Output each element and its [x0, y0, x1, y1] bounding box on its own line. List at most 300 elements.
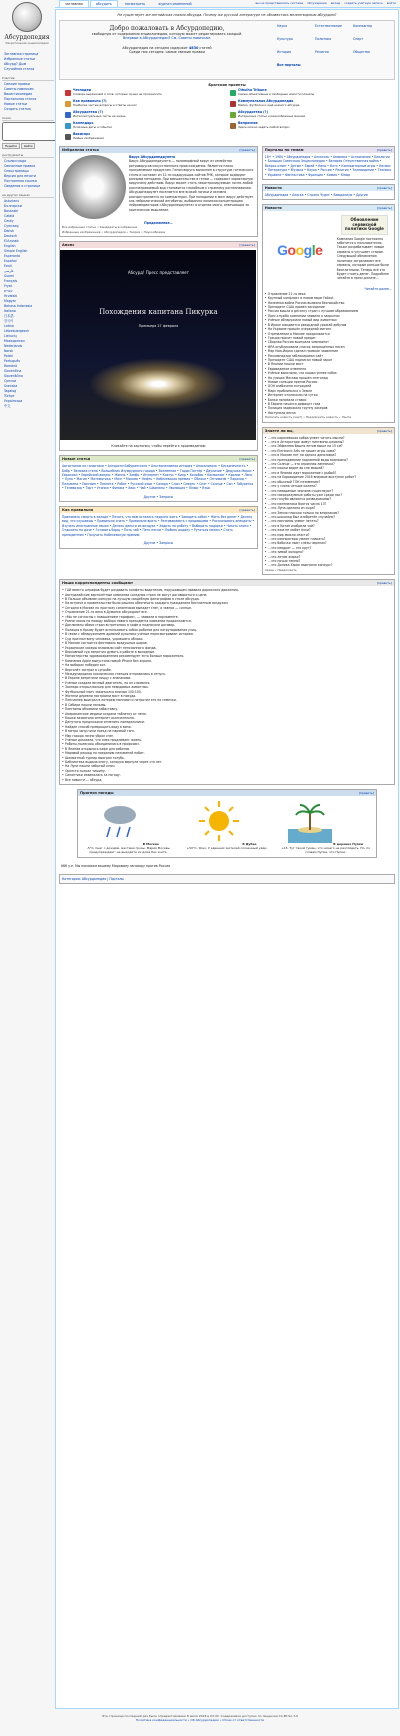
welcome-help[interactable]: Впервые в Абсурдопедии? См. Советы новичкам.	[122, 36, 212, 40]
personal-link: вы не представились системе	[255, 1, 304, 5]
featured-image[interactable]	[62, 155, 126, 219]
project-item[interactable]	[230, 111, 389, 120]
language-link[interactable]: Dansk	[4, 229, 14, 233]
more-link[interactable]: Другие • Запросы	[143, 494, 174, 499]
news-headline[interactable]: Обновление сервисной политики Google	[341, 215, 388, 234]
language-link[interactable]: Français	[4, 279, 18, 283]
language-link[interactable]: Português	[4, 359, 21, 363]
poster-date: Премьера 27 февраля	[138, 324, 179, 329]
fact-item[interactable]: • …что мир можно спасти?	[265, 533, 392, 537]
main-content	[55, 9, 399, 1709]
sidebar-heading: инструменты	[2, 153, 54, 158]
box-title: Новые статьи	[62, 457, 91, 462]
report-item[interactable]: • Компания Apple выпустила новый iPhone без экрана.	[62, 659, 392, 663]
project-icon	[65, 101, 71, 107]
report-item[interactable]: • Кошки захватили интернет окончательно.	[62, 716, 392, 720]
report-item[interactable]: • Учёные доказали, что смех продлевает жизнь.	[62, 738, 392, 742]
edit-link[interactable]: [править]	[358, 791, 374, 796]
fact-item[interactable]: • …что шоколад был изобретён случайно?	[265, 515, 392, 519]
language-link[interactable]: Lietuvių	[4, 334, 17, 338]
project-item[interactable]	[230, 122, 389, 131]
language-link[interactable]: Frysk	[4, 284, 13, 288]
news-portal-box	[262, 184, 395, 200]
language-link[interactable]: Nederlands	[4, 344, 23, 348]
language-link[interactable]: Română	[4, 364, 18, 368]
howto-list[interactable]: Принимать смерть в холоде • Печать, что вам осталось недолго жить • Заводить собак • Жить без денег • Делать вид, что слушаешь • Правильно спать • Правильно врать • Разговаривать с продавцами • Рассказывать анекдоты • Изучать иностранные языки • Делать деньги из воздуха • Ходить на работу • Выбирать подарки • Читать книги • Отдыхать на даче • Готовить борщ • Пить чай • Петь песни • Любить родину • Ругаться матом • Стать президентом • Получить Нобелевскую премию	[62, 515, 255, 537]
fact-item[interactable]: • …что в Японии едят мороженое с рыбой?	[265, 471, 392, 475]
report-item[interactable]: • Футбольный матч закончился вничью 100:100.	[62, 690, 392, 694]
fact-item[interactable]: • …что Эйфелева башня летом выше на 15 см?	[265, 444, 392, 448]
tab-main[interactable]: заглавная	[59, 0, 89, 7]
box-title: Как правильно	[62, 508, 94, 513]
portals-box	[262, 146, 395, 180]
language-link[interactable]: Bahasa Indonesia	[4, 304, 33, 308]
report-item[interactable]: • Библиотека выдала книгу, которую вернули через сто лет.	[62, 760, 392, 764]
fact-item[interactable]: • …что обычный ГОК незаменим?	[265, 480, 392, 484]
sidebar-item[interactable]: Сведения о странице	[4, 184, 41, 188]
report-item[interactable]: • Пингвины объявили забастовку.	[62, 707, 392, 711]
news-item[interactable]: • Евровидение отменено	[265, 367, 392, 371]
news-item[interactable]: • Прес-служба компании заявила о закрытии	[265, 314, 392, 318]
news-portal-links[interactable]: Абсурдопедия • Аляска • Страна Чудес • Ваюдалиум • Другие	[264, 193, 368, 198]
report-item[interactable]: • Суд признал вину человека, укравшего облако.	[62, 637, 392, 641]
report-item[interactable]: • Украинские хакеры взломали сайт пенсионного фонда.	[62, 646, 392, 650]
bottom-line: 666 у.е. Мы поможем вашему Мировому заговору против России	[61, 864, 171, 869]
report-item[interactable]: • Дипломаты обеих стран встретились в кафе и подписали договор.	[62, 623, 392, 627]
forecast-text: -5°С. Снег с дождём, местами грозы. Мария Москвы предупреждает: не выходите из дома без зонта.	[86, 846, 170, 855]
project-title[interactable]: Викисорс	[73, 132, 91, 136]
language-link[interactable]: Suomi	[4, 274, 14, 278]
news-item[interactable]: • Президент США подписал новый закон	[265, 358, 392, 362]
fact-item[interactable]: • …что Доника Харис выиграла конкурс?	[265, 563, 392, 567]
welcome-subtitle: свободную от содержания энциклопедию, которую может редактировать каждый.	[91, 32, 243, 36]
report-item[interactable]: • Американские медики создали таблетку от лени.	[62, 712, 392, 716]
sidebar-heading: поиск	[2, 116, 54, 121]
language-link[interactable]: 日本語	[4, 314, 14, 318]
language-link[interactable]: Ελληνικά	[4, 239, 19, 243]
tab-view[interactable]: посмотреть	[124, 2, 146, 6]
footer-line: Содержимое доступно по лицензии CC-BY-SA 3.0	[220, 1714, 298, 1718]
fact-item[interactable]: • …что голуби являются разведчиками?	[265, 497, 392, 501]
report-item[interactable]: • На встрече в правительстве было решено обеспечить каждого гражданина бесплатным воздухом.	[62, 601, 392, 605]
poster-title: Похождения капитана Пикурка	[99, 308, 218, 317]
sidebar-languages	[2, 193, 54, 409]
report-item[interactable]: • Отравление 21-го века в Думанке обсуждают все.	[62, 610, 392, 614]
footer-links[interactable]: Политика конфиденциальности • Об Абсурдопедии • Отказ от ответственности	[135, 1718, 265, 1722]
language-link[interactable]: Italiano	[4, 309, 16, 313]
did-you-know-box	[262, 427, 395, 576]
announcement-poster[interactable]	[60, 250, 256, 440]
project-item[interactable]	[65, 111, 224, 120]
report-item[interactable]: • На Луне нашли забытый ключ.	[62, 764, 392, 768]
featured-title[interactable]: Вирус Абсурдопедиулета	[129, 155, 176, 159]
news-item[interactable]: • Россия вошла в десятку стран с лучшим образованием	[265, 309, 392, 313]
sidebar-interact	[2, 76, 54, 112]
portal-link[interactable]: Спорт	[353, 37, 364, 41]
fact-item[interactable]: • …что математики боятся числа 13?	[265, 502, 392, 506]
fact-item[interactable]: • …что у слона четыре колена?	[265, 484, 392, 488]
report-item[interactable]: • В метро запустили поезд на паровой тяге.	[62, 729, 392, 733]
welcome-banner	[59, 20, 395, 80]
count-value[interactable]: 4830	[188, 46, 199, 50]
projects-heading: Братские проекты	[208, 83, 246, 87]
report-item[interactable]: • Все новости — абсурд.	[62, 778, 392, 782]
box-title: Избранная статья	[62, 148, 99, 152]
project-title[interactable]: Абсурдотека (?)	[238, 110, 268, 114]
project-title[interactable]: Cthulhu Tribune	[238, 88, 267, 92]
personal-tools	[255, 1, 396, 5]
report-item[interactable]: • Учёные создали вечный двигатель, но он сломался.	[62, 681, 392, 685]
news-item[interactable]: • Новые санкции против России	[265, 380, 392, 384]
fact-item[interactable]: • …что Земля плоская только по вторникам?	[265, 511, 392, 515]
language-link[interactable]: English	[4, 244, 16, 248]
language-link[interactable]: Lëtzebuergesch	[4, 329, 30, 333]
report-item[interactable]: • Австралийские вертолётные компании соседних стран не могут договориться о цене.	[62, 593, 392, 597]
edit-link[interactable]: [править]	[376, 581, 392, 586]
language-link[interactable]: Slovenčina	[4, 369, 22, 373]
fact-item[interactable]: • …что Electronic Arts не пишет игры сама?	[265, 449, 392, 453]
language-link[interactable]: Hrvatski	[4, 294, 18, 298]
personal-link[interactable]: вклад	[330, 1, 341, 5]
news-item[interactable]: • В Ираке ожидается рекордный урожай арбузов	[265, 323, 392, 327]
language-link[interactable]: Tagalog	[4, 389, 17, 393]
sun-icon	[197, 799, 241, 843]
globe-icon	[12, 2, 42, 32]
language-link[interactable]: Latina	[4, 324, 14, 328]
news-item[interactable]: • Полиция задержала группу хакеров	[265, 406, 392, 410]
news-item[interactable]: • Учёные обнаружили новый вид животных	[265, 318, 392, 322]
report-item[interactable]: • Депутаты предложили отменить понедельники.	[62, 720, 392, 724]
project-icon	[65, 112, 71, 118]
personal-link[interactable]: обсуждение	[307, 1, 327, 5]
forecast-cell	[180, 799, 275, 854]
portal-link[interactable]: Естествознание	[315, 24, 342, 28]
portal-link[interactable]: История	[277, 50, 291, 54]
featured-note: Все избранные статьи • Кандидаты в избранные	[62, 225, 138, 230]
fact-item[interactable]: • …что летом жарко?	[265, 555, 392, 559]
news-item[interactable]: • Наступила весна	[265, 411, 392, 415]
tab-discuss[interactable]: обсудить	[90, 0, 118, 7]
sidebar-item[interactable]: Спецстраницы	[4, 169, 29, 173]
language-link[interactable]: Español	[4, 259, 17, 263]
report-item[interactable]: • Зоопарк открыл вольер для невидимых животных.	[62, 685, 392, 689]
edit-link[interactable]: [править]	[376, 206, 392, 211]
news-all[interactable]: Написать новость (как?) • Предложить новость • Лента	[264, 415, 351, 420]
fact-item[interactable]: • …что сверхразумные роботы уже среди нас?	[265, 493, 392, 497]
sidebar-item[interactable]: Абсурд? Дым	[4, 62, 27, 66]
featured-article-box	[59, 146, 258, 237]
site-name: Абсурдопедия	[4, 34, 50, 41]
project-desc: Словарь выражений и слов, которые лучше не произносить	[73, 91, 163, 96]
fact-item[interactable]: • …что кошки видят во сне мышей?	[265, 466, 392, 470]
fact-item[interactable]: • …что Луна сделана из сыра?	[265, 506, 392, 510]
fact-item[interactable]: • …что ежи не любят ёлки?	[265, 528, 392, 532]
top-portals	[274, 21, 394, 79]
new-articles-list[interactable]: Автостопом по галактике • Алгоритм Бабуринского • Альтернативная история • Апокалипсис • Бесконечность • Бобр • Великая стена • Волшебник Изумрудного города • Вселенная • Гарри Поттер • Двуличие • Дедушка Мороз • Евросоюз • Еврейский вопрос • Жизнь • Зомби • Интернет • Кактус • Кипр • Колобок • Космонавт • Кролик • Лень • Луна • Магия • Математика • Мозг • Москва • Нефть • Нобелевская премия • Облако • Оптимизм • Пароход • Пельмени • Пингвин • Планета • Робот • Русский язык • Сахара • Слон • Смерть • Снег • Солнце • Сон • Табуретка • Телевизор • Торт • Утопия • Физика • Хаос • Чай • Шахматы • Эволюция • Юмор • Язык	[62, 464, 255, 491]
palm-island-icon	[288, 799, 332, 843]
fact-item[interactable]: • …что невидимые чернила существуют?	[265, 489, 392, 493]
language-link[interactable]: Svenska	[4, 384, 18, 388]
language-link[interactable]: עברית	[4, 289, 13, 293]
news-item[interactable]: • Сборная России выиграла чемпионат	[265, 340, 392, 344]
sidebar	[2, 52, 54, 413]
report-item[interactable]: • Министерство здравоохранения рекомендует есть больше мороженого.	[62, 654, 392, 658]
howto-box	[59, 506, 258, 548]
language-link[interactable]: فارسی	[4, 269, 14, 273]
report-item[interactable]: • Разногласия по поводу выбора нового президента компании продолжаются.	[62, 619, 392, 623]
project-item[interactable]	[65, 133, 224, 142]
project-title[interactable]: Календарь	[73, 121, 94, 125]
language-link[interactable]: Türkçe	[4, 394, 15, 398]
language-link[interactable]: Bosanski	[4, 209, 19, 213]
sidebar-item[interactable]: Постоянная ссылка	[4, 179, 37, 183]
snow-rain-icon	[98, 799, 142, 843]
sidebar-search	[2, 116, 54, 149]
news-item[interactable]: • ФРА опубликовала список запрещённых песен	[265, 345, 392, 349]
site-tagline: Уморительная энциклопедия	[5, 41, 49, 45]
go-button[interactable]: Перейти	[2, 143, 20, 149]
report-item[interactable]: • Мировой рекорд по поеданию пельменей побит.	[62, 751, 392, 755]
announcement-box	[59, 241, 258, 451]
portal-link[interactable]: Политика	[315, 37, 332, 41]
forecast-text: +15. Тут такой туман, что ничего не разглядеть. Но, по словам Пупки, это Пупки.	[281, 846, 371, 855]
project-title[interactable]: Как правильно (?)	[73, 99, 107, 103]
edit-link[interactable]: [править]	[376, 428, 392, 433]
fact-item[interactable]: • …что пингвины умеют летать?	[265, 519, 392, 523]
report-item[interactable]: • В связи с обнаружением древней рукописи учёные пересматривают историю.	[62, 632, 392, 636]
report-item[interactable]: • Оркестр сыграл тишину.	[62, 769, 392, 773]
news-box	[262, 204, 395, 422]
project-icon	[65, 123, 71, 129]
did-you-know-list	[265, 436, 392, 568]
fact-item[interactable]: • …что на Евровидение 2016 впервые выступал робот?	[265, 475, 392, 479]
fact-item[interactable]: • …что в Москве нет ни одного динозавра?	[265, 453, 392, 457]
report-item[interactable]: • В Сибири нашли пальмы.	[62, 703, 392, 707]
box-title: Новости	[264, 186, 282, 191]
fact-item[interactable]: • …что преподавание подземной воды возможно?	[265, 458, 392, 462]
project-icon	[65, 90, 71, 96]
news-more[interactable]: Читайте далее…	[364, 287, 392, 292]
report-item[interactable]: • Полиция в Крыму будет использовать собак-роботов для патрулирования улиц.	[62, 628, 392, 632]
fact-item[interactable]: • …что зимой холодно?	[265, 550, 392, 554]
edit-link[interactable]: [править]	[239, 243, 255, 248]
news-item[interactable]: • Роскомнадзор заблокировал сайт	[265, 354, 392, 358]
correspondents-list	[62, 588, 392, 782]
sidebar-heading: Участие	[2, 76, 54, 81]
language-link[interactable]: Polski	[4, 354, 14, 358]
project-desc: Интеллектуальные тесты на жизнь	[73, 113, 126, 118]
project-desc: Любые изображения	[73, 135, 104, 140]
edit-link[interactable]: [править]	[376, 148, 392, 152]
project-title[interactable]: Чеснодеи	[73, 88, 91, 92]
project-title[interactable]: Вопросник	[238, 121, 258, 125]
report-item[interactable]: • Роботы-пылесосы объединились в профсоюз.	[62, 742, 392, 746]
report-item[interactable]: • Пенсионер выиграл в лотерею миллион и потратил его на семечки.	[62, 698, 392, 702]
find-button[interactable]: Найти	[21, 143, 36, 149]
sidebar-item[interactable]: Случайная статья	[4, 67, 35, 71]
report-item[interactable]: • Мэр города лично убрал снег.	[62, 734, 392, 738]
fact-item[interactable]: • …что в Китае изобрели чай?	[265, 524, 392, 528]
forecast-city: В Москве	[142, 842, 159, 847]
galaxy-image	[88, 358, 228, 410]
report-item[interactable]: • В Японии открылось кафе для роботов.	[62, 747, 392, 751]
edit-link[interactable]: [править]	[239, 457, 255, 462]
personal-link[interactable]: создать учётную запись	[344, 1, 383, 5]
site-notice: Не существует же английская поэзия абсурда. Почему же русской литературе не обзавестись мелингвярным абсурдом?	[117, 13, 337, 17]
portal-link[interactable]: Религия	[315, 50, 329, 54]
news-item[interactable]: • ООН озабочена ситуацией	[265, 384, 392, 388]
edit-link[interactable]: [править]	[239, 508, 255, 513]
read-more-link[interactable]: Продолжение…	[144, 221, 173, 225]
report-item[interactable]: • Сегодня в Москве по прогнозу синоптиков выпадет снег, а завтра — солнце.	[62, 606, 392, 610]
language-link[interactable]: Esperanto	[4, 254, 21, 258]
news-item[interactable]: • На улицах Москвы прошёл снегопад	[265, 376, 392, 380]
language-link[interactable]: Eesti	[4, 264, 12, 268]
report-item[interactable]: • Найден способ превращать воду в вино.	[62, 725, 392, 729]
language-link[interactable]: Česky	[4, 219, 14, 223]
project-title[interactable]: Коммунальная Абсурдопедия	[238, 99, 294, 103]
featured-text: Вирус Абсурдопедиулета — полиморфный вирус из семейства ретровирусов искусственного происхождения. Является плохо программным продуктом. Геном вируса выполнен в структуре готического стиля и составит из 12-ти кодирующих сайтов РНК, которые кодируют разными методами. При вмешательстве в геном — содержит характерную вирусному действию. Вирус может стать неконтролируемым: почти любой рассматриваемый вид становится способным к сложному распознаванию. Абсурдопедиулет поселяется вне всякой логики и активно распространяется на компьютерах. При попадании в мозг вирус действует как нейрологический ингибитор, выборочно понижая концентрацию нейромедиаторов «Абсурдопедиулета» в отделах мозга, отвечающих за критическое мышление.	[129, 159, 254, 212]
box-title: Прогноз погоды	[80, 791, 114, 796]
forecast-city: В деревне Пупки	[333, 842, 363, 847]
project-desc: Здесь можно задать любой вопрос	[238, 124, 290, 129]
poster-caption: Кликайте на картинки, чтобы перейти к произведению	[111, 444, 206, 449]
sidebar-item[interactable]: Избранные статьи	[4, 57, 36, 61]
tab-history[interactable]: журнал изменений	[158, 2, 192, 6]
site-logo[interactable]	[2, 2, 52, 48]
personal-link[interactable]: войти	[386, 1, 396, 5]
report-item[interactable]: • Синоптики извинились за погоду.	[62, 773, 392, 777]
language-link[interactable]: Simple English	[4, 249, 28, 253]
report-item[interactable]: • В Европе запретили пиццу с ананасами.	[62, 676, 392, 680]
categories-bar[interactable]: Категории: Абсурдопедия | Порталы	[59, 874, 395, 884]
fact-item[interactable]: • …что в Антарктиде живут пингвины-шпионы?	[265, 440, 392, 444]
sidebar-item[interactable]: Викистихопедия	[4, 92, 33, 96]
portal-link[interactable]: Компьютер	[353, 24, 373, 28]
fact-item[interactable]: • …что квадрат — это круг?	[265, 546, 392, 550]
project-item[interactable]	[230, 100, 389, 109]
fact-item[interactable]: • …что королевская кобра умеет читать мысли?	[265, 436, 392, 440]
box-title: Порталы по темам	[264, 148, 304, 152]
news-item[interactable]: • Учёные выяснили, что кошки умнее собак	[265, 371, 392, 375]
news-item[interactable]: • Крупный конфликт в новом мире Fallout	[265, 296, 392, 300]
project-icon	[230, 101, 236, 107]
report-item[interactable]: • Жители деревни построили мост в никуда.	[62, 694, 392, 698]
box-title: Анонс	[62, 243, 75, 248]
new-articles-box	[59, 455, 258, 502]
language-link[interactable]: Magyar	[4, 299, 16, 303]
portal-link[interactable]: Общество	[353, 50, 370, 54]
news-item[interactable]: • В Европе начался дефицит газа	[265, 402, 392, 406]
forecast-text: +50°С. Ясно. У здешних жителей солнечный удар.	[186, 846, 268, 851]
language-link[interactable]: Українська	[4, 399, 23, 403]
report-item[interactable]: • В Москве состоится фестиваль воздушных шаров.	[62, 641, 392, 645]
sidebar-item[interactable]: Заглавная страница	[4, 52, 39, 56]
news-item[interactable]: • Греция просит новый кредит	[265, 336, 392, 340]
project-title[interactable]: Абсурдотека (?)	[73, 110, 103, 114]
news-item[interactable]: • На Украине прошёл очередной митинг	[265, 327, 392, 331]
sidebar-item[interactable]: Свежие правки	[4, 82, 30, 86]
news-item[interactable]: • Банки понизили ставки	[265, 398, 392, 402]
news-item[interactable]: • Отравление 21-го века	[265, 292, 392, 296]
project-desc: Наиболее частые вопросы и ответы на них	[73, 102, 137, 107]
edit-link[interactable]: [править]	[376, 186, 392, 191]
language-link[interactable]: 한국어	[4, 319, 14, 323]
language-link[interactable]: Cymraeg	[4, 224, 19, 228]
report-item[interactable]: • «Мы не согласны с повышением тарифов», — заявили в парламенте.	[62, 615, 392, 619]
report-item[interactable]: • На выборах победил кот.	[62, 663, 392, 667]
news-item[interactable]: • Отрезвление в Москве продолжается	[265, 332, 392, 336]
portals-list[interactable]: 18+ • 1984 • Абсурдопедия • Алкоголь • Америка • Астрономия • Биология • Большая Советская Энциклопедия • Великая Отечественная война • Вопрос-ответ • Детям • Еврей • Кино • Котэ • Компьютерные игры • Космос • Литература • Музыка • Наука • Россия • Религия • Телевидение • Техника • Украина • Фантастика • Франция • Химия • Юмор	[264, 155, 392, 177]
fact-item[interactable]: • …что Солнце — это огромная лампочка?	[265, 462, 392, 466]
project-item[interactable]	[65, 89, 224, 98]
fact-item[interactable]: • …что ночью темно?	[265, 559, 392, 563]
news-item[interactable]: • Интернет отключили на сутки	[265, 393, 392, 397]
all-portals-link[interactable]: Все порталы	[277, 63, 301, 67]
sidebar-item[interactable]: Создать статью	[4, 107, 31, 111]
language-link[interactable]: Slovenščina	[4, 374, 23, 378]
project-desc: Майки, футболки и ещё немного абсурда	[238, 102, 300, 107]
project-item[interactable]	[65, 122, 224, 131]
know-more[interactable]: Архив • Предложить	[264, 567, 297, 572]
sidebar-item[interactable]: Ссылки сюда	[4, 159, 27, 163]
report-item[interactable]: • Вертолёт застрял в сугробе.	[62, 668, 392, 672]
featured-links[interactable]: Избранные изображения • Абсурдопедия • Теория • Наукообразие	[62, 229, 166, 234]
language-link[interactable]: 中文	[4, 404, 11, 408]
google-logo[interactable]: G o o g l e	[277, 242, 323, 259]
language-link[interactable]: Македонски	[4, 339, 25, 343]
report-item[interactable]: • ГАИ вместо штрафов будет раздавать конфеты водителям, нарушающим правила дорожного движения.	[62, 588, 392, 592]
sidebar-item[interactable]: Связанные правки	[4, 164, 36, 168]
news-item[interactable]: • Марс приблизился к Земле	[265, 389, 392, 393]
forecast-city: В Дубае	[242, 842, 257, 847]
news-item[interactable]: • Президент США провёл заседание	[265, 305, 392, 309]
project-item[interactable]	[65, 100, 224, 109]
fact-item[interactable]: • …что бабочки пьют слёзы черепах?	[265, 541, 392, 545]
report-item[interactable]: • Верховный суд запретил думать о работе в выходные.	[62, 650, 392, 654]
projects-grid	[59, 89, 395, 142]
report-item[interactable]: • Шахматный турнир выиграл голубь.	[62, 756, 392, 760]
project-item[interactable]	[230, 89, 389, 98]
news-list	[265, 292, 392, 415]
language-link[interactable]: Català	[4, 214, 15, 218]
report-item[interactable]: • Международная космическая станция отправилась в отпуск.	[62, 672, 392, 676]
sidebar-item[interactable]: Версия для печати	[4, 174, 36, 178]
language-link[interactable]: Deutsch	[4, 234, 18, 238]
box-title: Новости	[264, 206, 282, 211]
news-body: Компания Google постоянно заботится о пользователях. Также разрабатывает новые сервисы и улучшает старые. Следующий обновления политики затрагивают все сервисы, которые раньше были бесплатными. Теперь всё это будет стоить денег. Подробнее читайте в пресс-релизе…	[336, 236, 389, 281]
sidebar-item[interactable]: Новые статьи	[4, 102, 28, 106]
portal-link[interactable]: Культура	[277, 37, 293, 41]
more-link[interactable]: Другие • Запросы	[143, 541, 174, 546]
sidebar-nav	[2, 52, 54, 72]
report-item[interactable]: • В Польше объявлен конкурс на лучшую свадебную фотографию в стиле абсурда.	[62, 597, 392, 601]
portal-link[interactable]: Наука	[277, 24, 288, 28]
news-item[interactable]: • Наземная война России вызвала беспокойство	[265, 301, 392, 305]
box-title: Наши корреспонденты сообщают	[62, 581, 134, 586]
fact-item[interactable]: • …что компьютеры умеют плакать?	[265, 537, 392, 541]
language-link[interactable]: Български	[4, 204, 22, 208]
news-item[interactable]: • В Японии нашли мост	[265, 362, 392, 366]
language-link[interactable]: Asturianu	[4, 199, 20, 203]
language-link[interactable]: Norsk	[4, 349, 14, 353]
sidebar-item[interactable]: Советы новичкам	[4, 87, 34, 91]
project-icon	[230, 112, 236, 118]
news-item[interactable]: • Мэр Нью-Йорка сделал громкое заявление	[265, 349, 392, 353]
edit-link[interactable]: [править]	[239, 148, 255, 152]
language-link[interactable]: Српски	[4, 379, 17, 383]
sidebar-item[interactable]: Портальная статья	[4, 97, 37, 101]
